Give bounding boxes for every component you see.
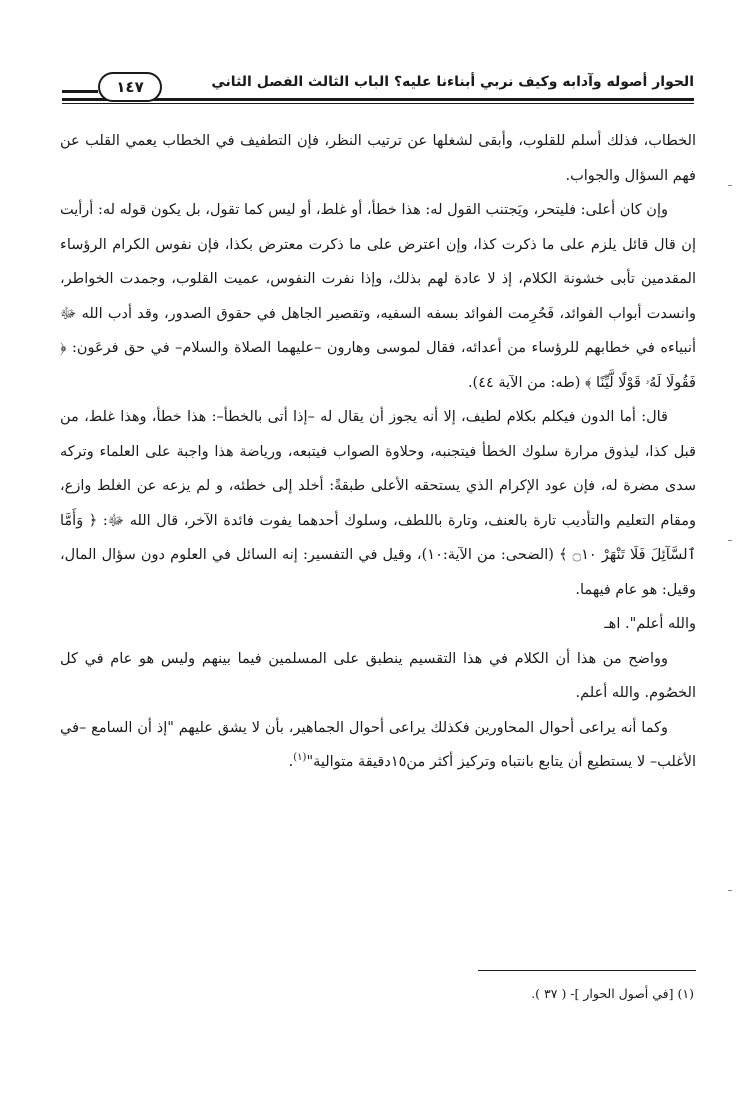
footnote-reference: (١) xyxy=(293,752,307,764)
header-rule-left xyxy=(62,90,98,93)
paragraph-higher-rank: وإن كان أعلى: فليتحر، ويَجتنب القول له: هذا خطأ، أو غلط، أو ليس كما تقول، بل يكون قوله له: أرأيت إن قال قائل يلزم على ما ذكرت كذا، وإن اعترض على ما ذكرت معترض بكذا، فإن نفوس الكرام الرؤساء المقدمين تأبى خشونة الكلام، إذ لا عادة لهم بذلك، وإذا نفرت النفوس، عميت القلوب، وجمدت الخواطر، وانسدت أبواب الفوائد، فَحُرِمت الفوائد بسفه السفيه، وتقصير الجاهل في حقوق الصدور، وقد أدب الله ﷻ أنبياءه في خطابهم للرؤساء من أعدائه، فقال لموسى وهارون –عليهما الصلاة والسلام– في حق فرعَون: ﴿ فَقُولَا لَهُۥ قَوْلًا لَّيِّنًا ﴾ (طه: من الآية ٤٤). xyxy=(60,202,696,391)
margin-mark xyxy=(728,185,732,186)
footnote-rule xyxy=(478,970,696,971)
paragraph-observation: وواضح من هذا أن الكلام في هذا التقسيم ينطبق على المسلمين فيما بينهم وليس هو عام في كل الخصُوم. والله أعلم. xyxy=(60,650,696,701)
paragraph-continuation: الخطاب، فذلك أسلم للقلوب، وأبقى لشغلها عن ترتيب النظر، فإن التطفيف في الخطاب يعمي القلب عن فهم السؤال والجواب. xyxy=(60,133,696,184)
paragraph-closing-quote: والله أعلم". اهـ xyxy=(604,616,696,632)
header-title: الحوار أصوله وآدابه وكيف نربي أبناءنا عليه؟ الباب الثالث الفصل الثاني xyxy=(211,74,694,90)
header-rule-thin xyxy=(62,103,694,104)
header-rule-thick xyxy=(62,98,694,101)
terminal-period: . xyxy=(288,754,294,770)
body-text xyxy=(60,124,696,780)
footnote: (١) [في أصول الحوار ]- ( ٣٧ ). xyxy=(531,986,694,1001)
paragraph-lower-rank: قال: أما الدون فيكلم بكلام لطيف، إلا أنه يجوز أن يقال له –إذا أتى بالخطأ–: هذا خطأ، وهذا غلط، من قبل كذا، ليذوق مرارة سلوك الخطأ فيتجنبه، وحلاوة الصواب فيتبعه، ورياضة هذا واجبة على العلماء وتركه سدى مضرة له، فإن عود الإكرام الذي يستحقه الأعلى طبقةً: أخلد إلى خطئه، و لم يزعه عن الغلط وازع، ومقام التعليم والتأديب تارة بالعنف، وتارة باللطف، وسلوك أحدهما يفوت فائدة الآخر، قال الله ﷻ: ﴿ وَأَمَّا ٱلسَّآئِلَ فَلَا تَنْهَرْ ۝١٠ ﴾ (الضحى: من الآية:١٠)، وقيل في التفسير: إنه السائل في العلوم دون سؤال المال، وقيل: هو عام فيهما. xyxy=(60,409,696,598)
page-number-badge: ١٤٧ xyxy=(98,72,162,102)
margin-mark xyxy=(728,890,732,891)
audience-text: وكما أنه يراعى أحوال المحاورين فكذلك يراعى أحوال الجماهير، بأن لا يشق عليهم "إذ أن السامع –في الأغلب– لا يستطيع أن يتابع بانتباه وتركيز أكثر من١٥دقيقة متوالية" xyxy=(60,719,696,770)
paragraph-audience xyxy=(60,711,696,780)
margin-mark xyxy=(728,540,732,541)
running-header xyxy=(62,70,694,110)
